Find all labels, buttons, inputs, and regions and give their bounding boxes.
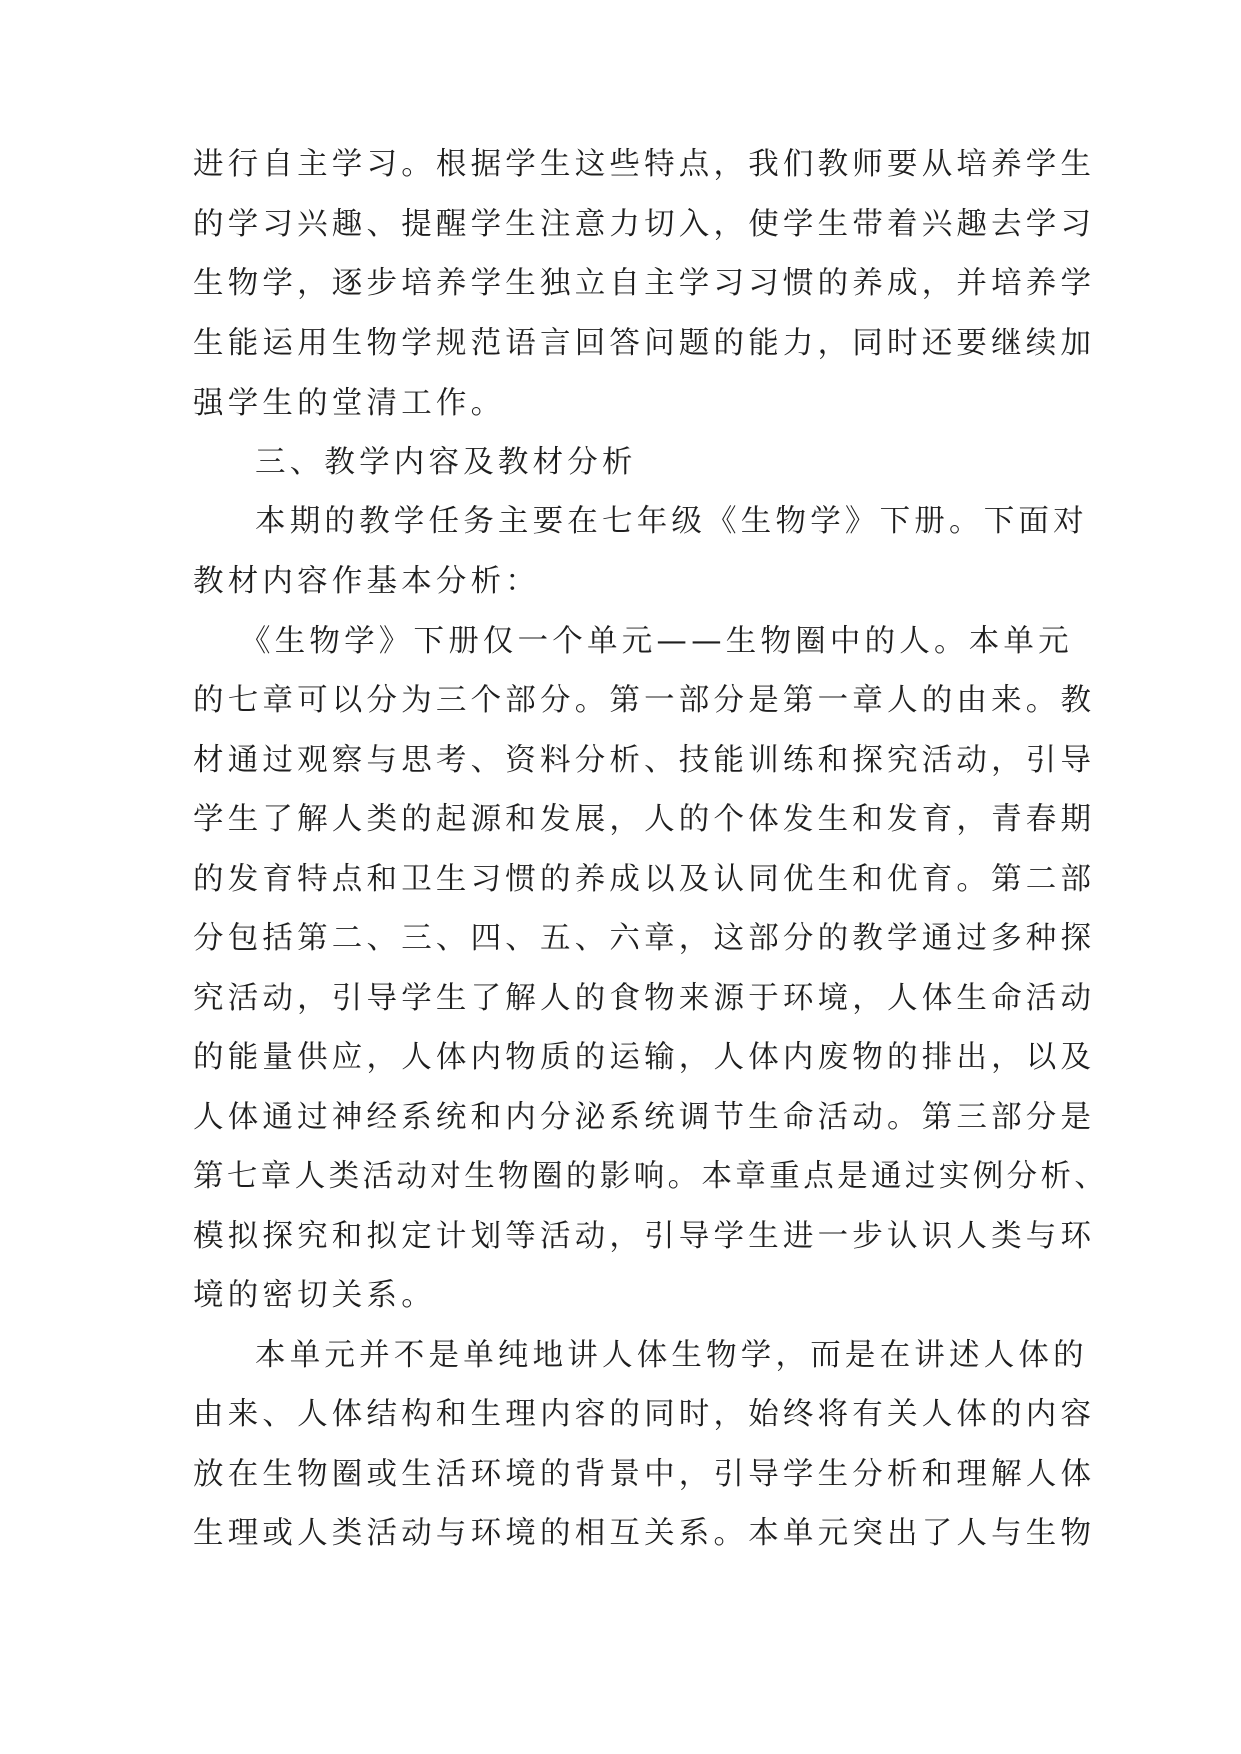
paragraph-first-line: 本期的教学任务主要在七年级《生物学》下册。下面对 [255, 504, 1088, 539]
text-line: 放在生物圈或生活环境的背景中，引导学生分析和理解人体 [193, 1457, 1096, 1492]
text-line: 究活动，引导学生了解人的食物来源于环境，人体生命活动 [193, 981, 1096, 1016]
text-line: 进行自主学习。根据学生这些特点，我们教师要从培养学生 [193, 147, 1096, 182]
text-line: 生理或人类活动与环境的相互关系。本单元突出了人与生物 [193, 1516, 1096, 1551]
text-line: 第七章人类活动对生物圈的影响。本章重点是通过实例分析、 [193, 1159, 1109, 1194]
text-line: 人体通过神经系统和内分泌系统调节生命活动。第三部分是 [193, 1100, 1096, 1135]
text-line: 分包括第二、三、四、五、六章，这部分的教学通过多种探 [193, 921, 1096, 956]
text-line: 强学生的堂清工作。 [193, 386, 506, 421]
text-line: 的发育特点和卫生习惯的养成以及认同优生和优育。第二部 [193, 862, 1096, 897]
section-heading: 三、教学内容及教材分析 [255, 445, 637, 480]
text-line: 教材内容作基本分析： [193, 564, 540, 599]
text-line: 的七章可以分为三个部分。第一部分是第一章人的由来。教 [193, 683, 1096, 718]
text-line: 的能量供应，人体内物质的运输，人体内废物的排出，以及 [193, 1040, 1096, 1075]
text-line: 的学习兴趣、提醒学生注意力切入，使学生带着兴趣去学习 [193, 207, 1096, 242]
text-line: 由来、人体结构和生理内容的同时，始终将有关人体的内容 [193, 1397, 1096, 1432]
text-line: 材通过观察与思考、资料分析、技能训练和探究活动，引导 [193, 743, 1096, 778]
text-line: 模拟探究和拟定计划等活动，引导学生进一步认识人类与环 [193, 1219, 1096, 1254]
text-line: 生能运用生物学规范语言回答问题的能力，同时还要继续加 [193, 326, 1096, 361]
text-line: 生物学，逐步培养学生独立自主学习习惯的养成，并培养学 [193, 266, 1096, 301]
text-line: 境的密切关系。 [193, 1278, 436, 1313]
paragraph-first-line: 本单元并不是单纯地讲人体生物学，而是在讲述人体的 [255, 1338, 1088, 1373]
text-line: 学生了解人类的起源和发展，人的个体发生和发育，青春期 [193, 802, 1096, 837]
paragraph-first-line: 《生物学》下册仅一个单元——生物圈中的人。本单元 [240, 624, 1073, 659]
